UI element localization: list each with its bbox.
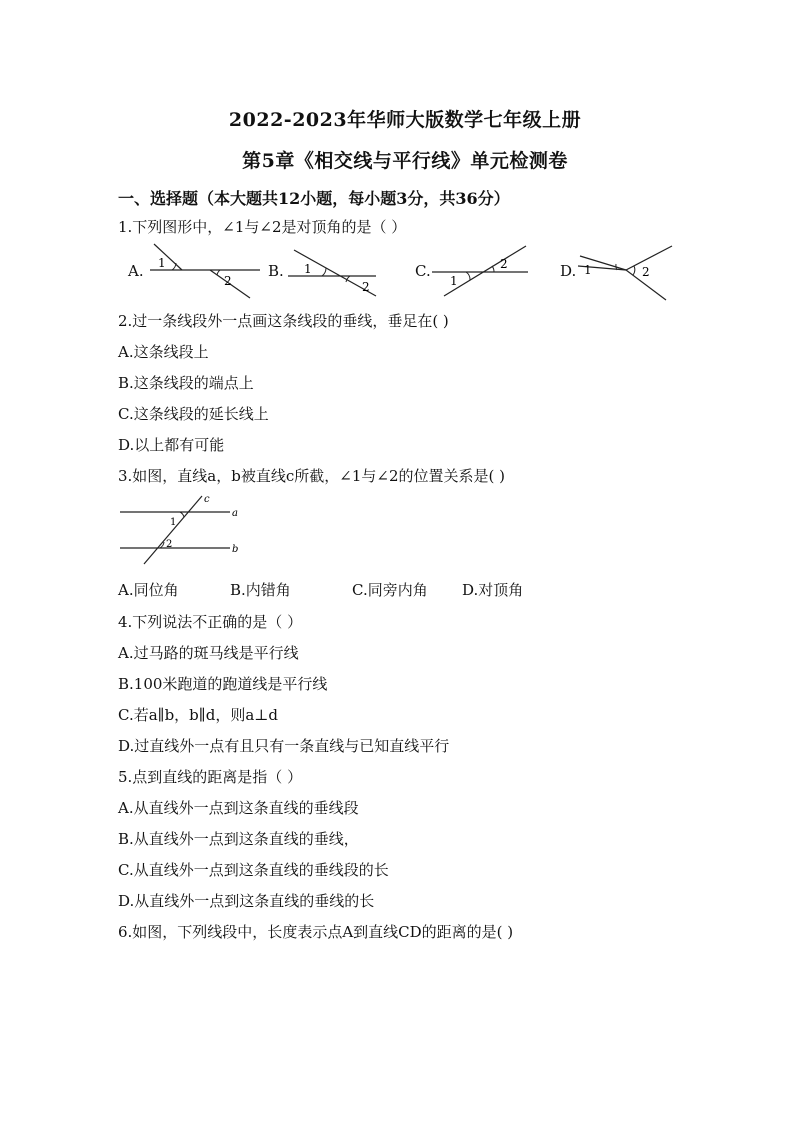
q1-d-angle-1: 1 <box>584 263 592 277</box>
q1-figure-b <box>286 240 380 302</box>
q1-option-a-label: A. <box>128 262 144 280</box>
q5-option-d[interactable]: D.从直线外一点到这条直线的垂线的长 <box>118 892 375 910</box>
document-subtitle: 第5章《相交线与平行线》单元检测卷 <box>242 150 568 172</box>
q1-figure-d <box>576 240 676 304</box>
q3-option-c[interactable]: C.同旁内角 <box>352 581 428 599</box>
q1-b-angle-1: 1 <box>304 262 312 276</box>
q3-figure <box>118 492 242 566</box>
q6-stem: 6.如图，下列线段中，长度表示点A到直线CD的距离的是( ) <box>118 923 514 941</box>
q1-a-angle-1: 1 <box>158 256 166 270</box>
q3-stem: 3.如图，直线a，b被直线c所截，∠1与∠2的位置关系是( ) <box>118 467 505 485</box>
section-heading: 一、选择题（本大题共12小题，每小题3分，共36分） <box>118 189 510 208</box>
q1-a-angle-2: 2 <box>224 274 232 288</box>
q2-option-b[interactable]: B.这条线段的端点上 <box>118 374 254 392</box>
q4-option-b[interactable]: B.100米跑道的跑道线是平行线 <box>118 675 328 693</box>
q1-d-angle-2: 2 <box>642 265 650 279</box>
q3-option-b[interactable]: B.内错角 <box>230 581 291 599</box>
q3-label-a: a <box>232 508 238 519</box>
q4-option-c[interactable]: C.若a∥b，b∥d，则a⊥d <box>118 706 278 724</box>
q5-option-c[interactable]: C.从直线外一点到这条直线的垂线段的长 <box>118 861 389 879</box>
q4-stem: 4.下列说法不正确的是（ ） <box>118 613 303 631</box>
q1-option-c-label: C. <box>415 262 431 280</box>
q4-option-a[interactable]: A.过马路的斑马线是平行线 <box>118 644 299 662</box>
q4-option-d[interactable]: D.过直线外一点有且只有一条直线与已知直线平行 <box>118 737 450 755</box>
document-title: 2022-2023年华师大版数学七年级上册 <box>228 109 582 131</box>
q2-option-c[interactable]: C.这条线段的延长线上 <box>118 405 269 423</box>
q3-label-2: 2 <box>166 539 173 550</box>
q3-label-b: b <box>232 544 239 555</box>
q1-option-d-label: D. <box>560 262 577 280</box>
q3-label-1: 1 <box>170 517 177 528</box>
q1-c-angle-2: 2 <box>500 257 508 271</box>
q1-figure-a <box>146 240 264 302</box>
q1-figure-c <box>430 240 530 302</box>
q1-b-angle-2: 2 <box>362 280 370 294</box>
q5-option-a[interactable]: A.从直线外一点到这条直线的垂线段 <box>118 799 359 817</box>
q2-stem: 2.过一条线段外一点画这条线段的垂线，垂足在( ) <box>118 312 449 330</box>
q1-option-b-label: B. <box>268 262 284 280</box>
q2-option-a[interactable]: A.这条线段上 <box>118 343 209 361</box>
q2-option-d[interactable]: D.以上都有可能 <box>118 436 225 454</box>
q1-c-angle-1: 1 <box>450 274 458 288</box>
q3-label-c: c <box>204 494 210 505</box>
q5-option-b[interactable]: B.从直线外一点到这条直线的垂线， <box>118 830 359 848</box>
q3-option-d[interactable]: D.对顶角 <box>462 581 524 599</box>
q1-stem: 1.下列图形中，∠1与∠2是对顶角的是（ ） <box>118 218 407 236</box>
q5-stem: 5.点到直线的距离是指（ ） <box>118 768 303 786</box>
q3-option-a[interactable]: A.同位角 <box>118 581 179 599</box>
